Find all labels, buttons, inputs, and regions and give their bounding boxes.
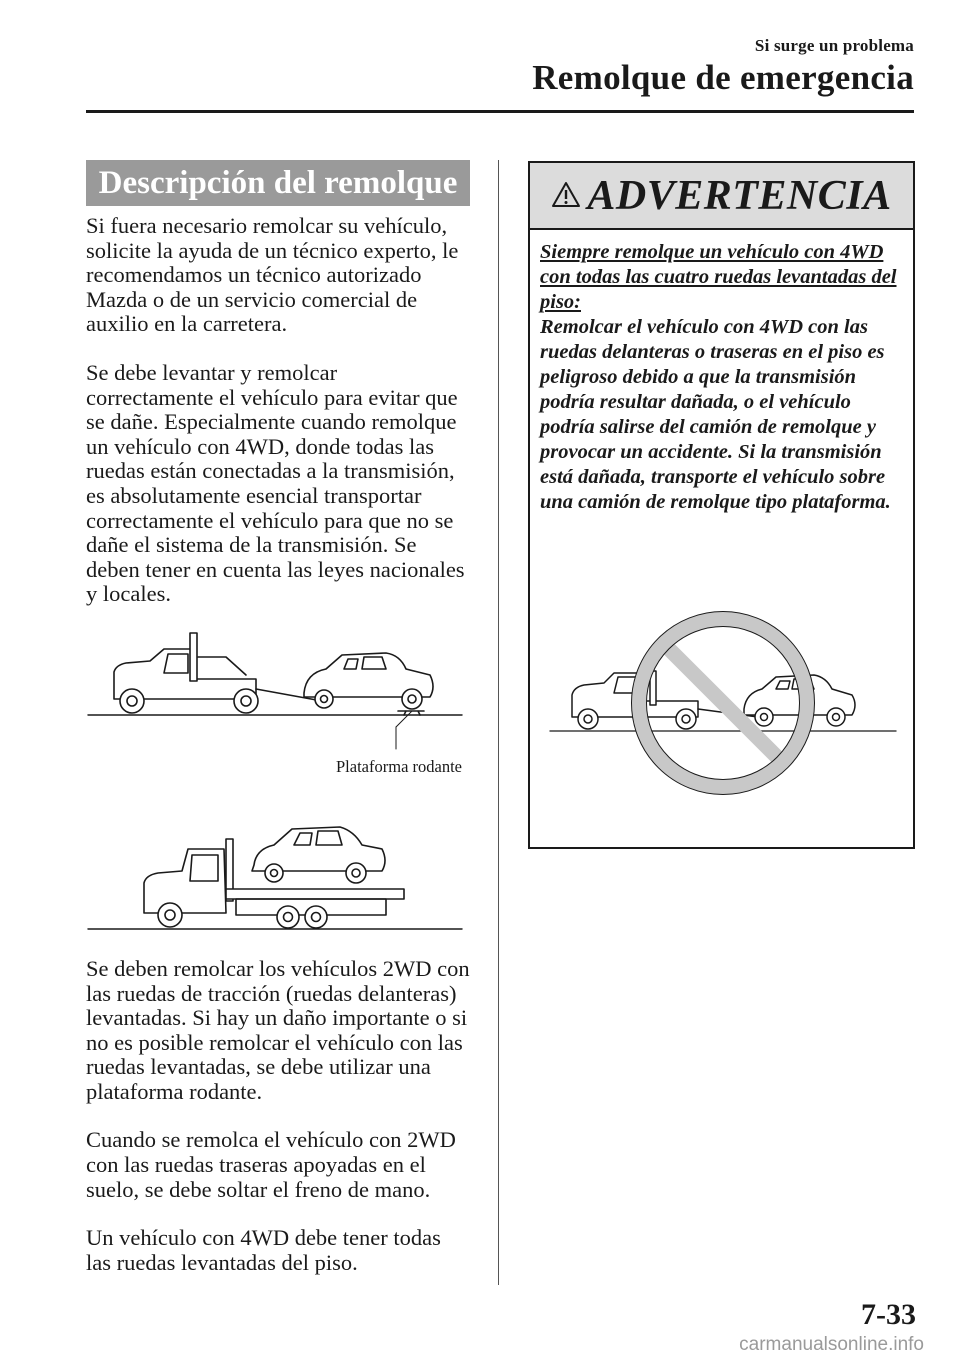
warning-lead: Siempre remolque un vehículo con 4WD con todas las cuatro ruedas levantadas del piso: [540,241,897,313]
warning-triangle-icon [551,181,581,213]
paragraph-2wd-towing: Se deben remolcar los vehículos 2WD con las ruedas de tracción (ruedas delanteras) levantadas. Si hay un daño importante o si no es posible remolcar el vehículo con las ruedas levantadas, se debe utilizar una plataforma rodante. [86,955,470,1104]
tow-truck-dolly-illustration [86,627,470,947]
left-column [86,160,470,1275]
paragraph-assistance: Si fuera necesario remolcar su vehículo, solicite la ayuda de un técnico experto, le recomendamos un técnico autorizado Mazda o de un servicio comercial de auxilio en la carretera. [86,213,459,337]
column-divider [498,160,499,1285]
page-number: 7-33 [861,1298,916,1331]
paragraph-4wd-lifted: Un vehículo con 4WD debe tener todas las ruedas levantadas del piso. [86,1225,441,1275]
header-divider [86,110,914,113]
prohibited-sign-icon [548,597,898,797]
prohibited-towing-illustration [548,597,898,802]
dolly-label: Plataforma rodante [336,756,462,776]
watermark: carmanualsonline.info [739,1334,924,1355]
page-title: Remolque de emergencia [532,58,914,97]
chapter-subtitle: Si surge un problema [754,36,914,55]
warning-body: Remolcar el vehículo con 4WD con las ruedas delanteras o traseras en el piso es peligroso debido a que la transmisión podría resultar dañada, o el vehículo podría salirse del camión de remolque y provocar un accidente. Si la transmisión está dañada, transporte el vehículo sobre una camión de remolque tipo plataforma. [540,316,891,513]
towing-illustrations [86,627,470,947]
warning-title: ADVERTENCIA [587,172,892,219]
warning-header [530,163,913,230]
warning-text [530,230,913,515]
warning-box [528,161,915,849]
section-heading: Descripción del remolque [86,160,470,206]
paragraph-4wd-transport: Se debe levantar y remolcar correctamente el vehículo para evitar que se dañe. Especialmente cuando remolque un vehículo con 4WD, donde todas las ruedas están conectadas a la transmisión, es absolutamente esencial transportar correctamente el vehículo para que no se dañe el sistema de la transmisión. Se deben tener en cuenta las leyes nacionales y locales. [86,359,465,607]
paragraph-parking-brake: Cuando se remolca el vehículo con 2WD con las ruedas traseras apoyadas en el suelo, se debe soltar el freno de mano. [86,1127,456,1202]
